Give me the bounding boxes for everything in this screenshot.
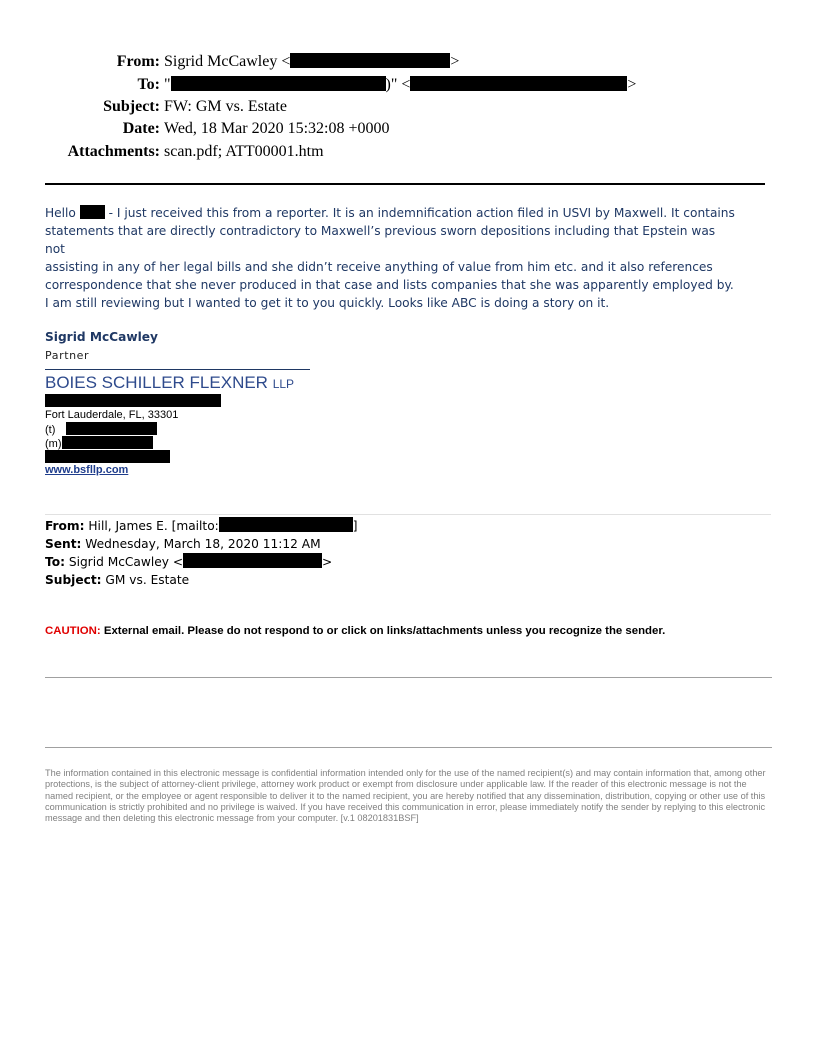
- signature-address-redacted: [45, 394, 221, 409]
- header-to-label: To:: [137, 76, 160, 93]
- message-greeting: Hello: [45, 206, 76, 220]
- message-line-2: statements that are directly contradictory to Maxwell’s previous sworn depositions including that Epstein was not: [45, 224, 716, 256]
- header-to-close: >: [627, 76, 637, 93]
- redaction-box: [171, 76, 386, 91]
- signature-firm-logo: [45, 373, 294, 393]
- header-to-mid: )" <: [385, 76, 411, 93]
- message-paragraph-2: I am still reviewing but I wanted to get it to you quickly. Looks like ABC is doing a story on it.: [45, 296, 610, 310]
- header-from-close: >: [450, 53, 460, 70]
- signature-mobile-row: (m): [45, 436, 153, 451]
- signature-city: Fort Lauderdale, FL, 33301: [45, 409, 179, 421]
- redaction-box: [290, 53, 450, 68]
- forward-to-row: To: Sigrid McCawley < >: [45, 555, 333, 569]
- divider: [45, 677, 772, 678]
- message-line-3: assisting in any of her legal bills and she didn’t receive anything of value from him etc. and it also references: [45, 260, 713, 274]
- header-attachments-value[interactable]: scan.pdf; ATT00001.htm: [164, 143, 324, 160]
- forward-sent-row: Sent: Wednesday, March 18, 2020 11:12 AM: [45, 537, 321, 551]
- signature-phone-row: (t): [45, 422, 157, 437]
- redaction-box: [80, 205, 105, 219]
- forward-divider: [45, 514, 771, 515]
- caution-banner: [45, 625, 665, 637]
- header-to-quote: ": [164, 76, 171, 93]
- signature-name: Sigrid McCawley: [45, 330, 159, 344]
- header-from-value: Sigrid McCawley <: [164, 53, 291, 70]
- header-date-label: Date:: [122, 120, 160, 137]
- divider: [45, 747, 772, 748]
- signature-email-redacted: [45, 450, 170, 465]
- redaction-box: [183, 553, 322, 568]
- signature-firm-name: BOIES SCHILLER FLEXNER: [45, 373, 268, 392]
- forward-subject-row: Subject: GM vs. Estate: [45, 573, 190, 587]
- confidentiality-disclaimer: The information contained in this electronic message is confidential information intended only for the use of the named recipient(s) and may contain information that, among other protections, is the subject of attorney-client privilege, attorney work product or exempt from disclosure under applicable law. If the reader of this electronic message is not the named recipient, or the employee or agent responsible to deliver it to the named recipient, you are hereby notified that any dissemination, distribution, copying or other use of this communication is strictly prohibited and no privilege is waived. If you have received this communication in error, please immediately notify the sender by replying to this electronic message and then deleting this electronic message from your computer. [v.1 08201831BSF]: [45, 768, 766, 824]
- caution-label: CAUTION:: [45, 625, 101, 637]
- redaction-box: [45, 450, 170, 463]
- redaction-box: [45, 394, 221, 407]
- header-divider: [45, 183, 765, 185]
- signature-firm-suffix: LLP: [272, 377, 295, 391]
- header-subject-value: FW: GM vs. Estate: [164, 98, 287, 115]
- message-body: [45, 204, 735, 294]
- header-attachments-label: Attachments:: [67, 143, 160, 160]
- forward-from-row: From: Hill, James E. [mailto: ]: [45, 519, 358, 533]
- header-date-value: Wed, 18 Mar 2020 15:32:08 +0000: [164, 120, 390, 137]
- signature-website-link[interactable]: www.bsfllp.com: [45, 464, 129, 476]
- redaction-box: [62, 436, 153, 449]
- redaction-box: [410, 76, 627, 91]
- message-line-1: Hello - I just received this from a reporter. It is an indemnification action filed in USVI by Maxwell. It contains: [45, 206, 735, 220]
- signature-title: Partner: [45, 349, 90, 362]
- signature-divider: [45, 369, 310, 370]
- redaction-box: [66, 422, 157, 435]
- header-from-label: From:: [116, 53, 160, 70]
- header-subject-label: Subject:: [103, 98, 160, 115]
- redaction-box: [219, 517, 353, 532]
- message-line-4: correspondence that she never produced in that case and lists companies that she was apparently employed by.: [45, 278, 734, 292]
- caution-text: External email. Please do not respond to or click on links/attachments unless you recognize the sender.: [100, 625, 666, 637]
